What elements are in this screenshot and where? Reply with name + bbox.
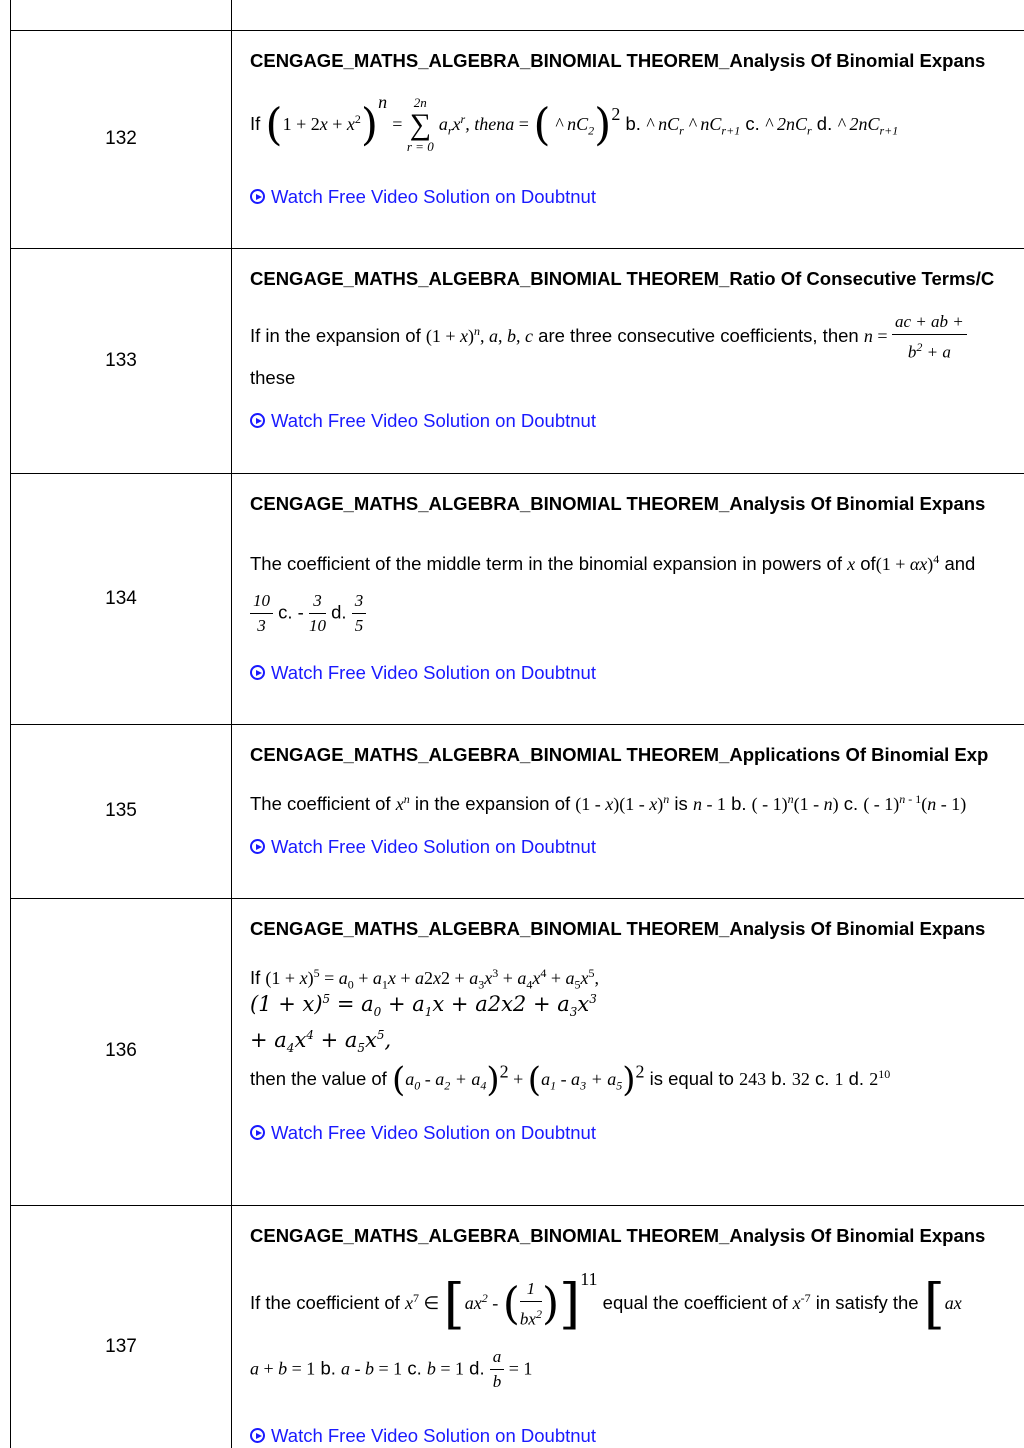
question-cell [250,248,1024,473]
question-text-line2: then the value of $(a_0 - a_2 + a_4)^2 + (a_1 - a_3 + a_5)^2$ is equal to 243 b. 32 c. 1 d. $2^{10}$ [250,1060,891,1100]
play-icon [250,1428,265,1443]
play-icon [250,413,265,428]
watch-video-link[interactable]: Watch Free Video Solution on Doubtnut [250,1122,596,1144]
question-text: If in the expansion of $(1 + x)^n$, a, b, c are three consecutive coefficients, then n = $\frac{ac + ab +}{b^2 + a}$ [250,310,967,365]
question-number: 136 [105,1040,137,1061]
question-options: $\frac{10}{3}$ c. - $\frac{3}{10}$ d. $\frac{3}{5}$ [250,589,366,638]
question-options: a + b = 1 b. a - b = 1 c. b = 1 d. $\frac{a}{b}$ = 1 [250,1347,533,1391]
question-text: If $(1 + x)^5 = a_0 + a_1x + a2x2 + a_3x^3 + a_4x^4 + a_5x^5$, [250,966,600,992]
question-number: 135 [105,800,137,821]
question-cell [250,1205,1024,1448]
watch-video-link[interactable]: Watch Free Video Solution on Doubtnut [250,836,596,858]
question-title: CENGAGE_MATHS_ALGEBRA_BINOMIAL THEOREM_Applications Of Binomial Exp [250,744,989,765]
question-cell [250,473,1024,724]
watch-video-link[interactable]: Watch Free Video Solution on Doubtnut [250,1425,596,1447]
play-icon [250,665,265,680]
watch-video-link[interactable]: Watch Free Video Solution on Doubtnut [250,662,596,684]
question-cell [250,898,1024,1205]
question-text-line2: these [250,367,296,388]
watch-video-link[interactable]: Watch Free Video Solution on Doubtnut [250,410,596,432]
question-cell [250,30,1024,248]
question-number: 134 [105,588,137,609]
question-title: CENGAGE_MATHS_ALGEBRA_BINOMIAL THEOREM_Analysis Of Binomial Expans [250,493,986,514]
question-text: The coefficient of $x^n$ in the expansion of (1 - x)(1 - x)$^n$ is n - 1 b. ( - 1)$^n$(1 - n) c. ( - 1)$^{n - 1}$(n - 1) [250,792,967,814]
question-text: If $(1 + 2x + x^2)^n$ = 2n ∑ r = 0 $a_rx^r$, thena = ( ^ $nC_2)^2$ b. ^ $nC_r$ ^ $nC_{r+1}$ c. ^ $2nC_r$ d. ^ $2nC_{r+1}$ [250,92,899,155]
question-number: 132 [105,128,137,149]
watch-video-link[interactable]: Watch Free Video Solution on Doubtnut [250,186,596,208]
question-number: 133 [105,350,137,371]
display-equation-line1: $(1 + x)^5 = a_0 + a_1x + a2x2 + a_3x^3$ [250,992,597,1020]
question-title: CENGAGE_MATHS_ALGEBRA_BINOMIAL THEOREM_Analysis Of Binomial Expans [250,1225,986,1246]
question-text: The coefficient of the middle term in the binomial expansion in powers of x $of(1 + \alpha x)^4$ and [250,552,976,574]
question-number: 137 [105,1336,137,1357]
play-icon [250,1125,265,1140]
question-title: CENGAGE_MATHS_ALGEBRA_BINOMIAL THEOREM_Analysis Of Binomial Expans [250,918,986,939]
display-equation-line2: + $a_4x^4 + a_5x^5$, [250,1028,392,1056]
question-text: If the coefficient of $x^7$ ∈ [$ax^2$ - ( $\frac{1}{bx^2}$ )]$^{11}$ equal the coefficient of $x^{-7}$ in satisfy the [ax [250,1269,962,1336]
play-icon [250,189,265,204]
question-cell [250,724,1024,898]
play-icon [250,839,265,854]
question-title: CENGAGE_MATHS_ALGEBRA_BINOMIAL THEOREM_Analysis Of Binomial Expans [250,50,986,71]
question-title: CENGAGE_MATHS_ALGEBRA_BINOMIAL THEOREM_Ratio Of Consecutive Terms/C [250,268,995,289]
